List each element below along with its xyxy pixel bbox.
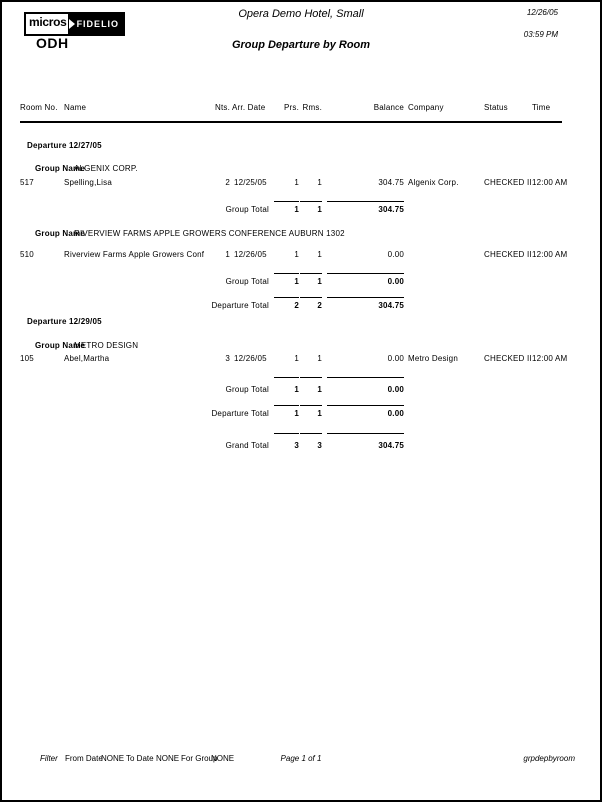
group-header xyxy=(2,229,600,241)
rule-balance xyxy=(327,297,404,298)
group-total-row xyxy=(2,277,600,289)
rule-rms xyxy=(300,377,322,378)
rule-balance xyxy=(327,273,404,274)
cell-nts: 1 xyxy=(225,250,230,259)
property-code: ODH xyxy=(36,35,69,51)
cell-prs: 1 xyxy=(294,178,299,187)
total-rms: 1 xyxy=(317,385,322,394)
header-balance: Balance xyxy=(373,103,404,112)
cell-room: 517 xyxy=(20,178,34,187)
total-prs: 1 xyxy=(294,409,299,418)
departure-total-label: Departure Total xyxy=(211,301,269,310)
header-company: Company xyxy=(408,103,444,112)
table-row xyxy=(2,354,600,366)
rule-balance xyxy=(327,405,404,406)
cell-time: 12:00 AM xyxy=(532,354,568,363)
rule-rms xyxy=(300,433,322,434)
group-name-label: Group Name xyxy=(35,229,86,238)
total-balance: 0.00 xyxy=(387,277,404,286)
rule-prs xyxy=(274,405,299,406)
cell-balance: 304.75 xyxy=(378,178,404,187)
grand-total-row xyxy=(2,441,600,453)
total-rms: 1 xyxy=(317,277,322,286)
group-name-value: ALGENIX CORP. xyxy=(74,164,138,173)
departure-label: Departure xyxy=(27,141,67,150)
total-rms: 1 xyxy=(317,409,322,418)
report-title: Group Departure by Room xyxy=(231,39,371,51)
group-name-value: RIVERVIEW FARMS APPLE GROWERS CONFERENCE AUBURN 1302 xyxy=(74,229,345,238)
header-room-no: Room No. xyxy=(20,103,58,112)
total-balance: 304.75 xyxy=(378,205,404,214)
cell-nts: 3 xyxy=(225,354,230,363)
total-prs: 3 xyxy=(294,441,299,450)
departure-header xyxy=(2,141,600,153)
cell-name: Spelling,Lisa xyxy=(64,178,112,187)
total-prs: 1 xyxy=(294,205,299,214)
grand-total-label: Grand Total xyxy=(225,441,269,450)
departure-total-row xyxy=(2,301,600,313)
rule-prs xyxy=(274,433,299,434)
total-rms: 3 xyxy=(317,441,322,450)
print-time: 03:59 PM xyxy=(523,30,558,39)
cell-status: CHECKED II xyxy=(484,354,532,363)
to-date-value: NONE xyxy=(156,754,180,763)
cell-balance: 0.00 xyxy=(387,250,404,259)
print-date: 12/26/05 xyxy=(526,8,558,17)
total-rms: 2 xyxy=(317,301,322,310)
departure-date: 12/27/05 xyxy=(69,141,102,150)
cell-time: 12:00 AM xyxy=(532,178,568,187)
departure-header xyxy=(2,317,600,329)
header-prs: Prs. xyxy=(283,103,299,112)
table-row xyxy=(2,250,600,262)
cell-company: Metro Design xyxy=(408,354,458,363)
rule-rms xyxy=(300,405,322,406)
cell-arr-date: 12/25/05 xyxy=(234,178,267,187)
from-date-value: NONE xyxy=(101,754,125,763)
cell-time: 12:00 AM xyxy=(532,250,568,259)
group-name-label: Group Name xyxy=(35,164,86,173)
hotel-name: Opera Demo Hotel, Small xyxy=(238,8,364,20)
cell-room: 510 xyxy=(20,250,34,259)
rule-rms xyxy=(300,201,322,202)
cell-name: Abel,Martha xyxy=(64,354,110,363)
cell-arr-date: 12/26/05 xyxy=(234,250,267,259)
logo-micros-text: micros xyxy=(26,14,68,34)
rule-rms xyxy=(300,297,322,298)
rule-prs xyxy=(274,273,299,274)
group-name-label: Group Name xyxy=(35,341,86,350)
logo-fidelio-text: FIDELIO xyxy=(76,19,120,29)
from-date-label: From Date xyxy=(65,754,103,763)
table-row xyxy=(2,178,600,190)
cell-nts: 2 xyxy=(225,178,230,187)
cell-status: CHECKED II xyxy=(484,250,532,259)
departure-total-label: Departure Total xyxy=(211,409,269,418)
header-divider xyxy=(20,121,562,123)
departure-total-row xyxy=(2,409,600,421)
for-group-label: For Group xyxy=(181,754,218,763)
departure-date: 12/29/05 xyxy=(69,317,102,326)
group-total-label: Group Total xyxy=(225,205,269,214)
header-status: Status xyxy=(484,103,508,112)
group-header xyxy=(2,341,600,353)
cell-room: 105 xyxy=(20,354,34,363)
rule-prs xyxy=(274,377,299,378)
table-header-row xyxy=(2,103,600,115)
cell-rms: 1 xyxy=(317,250,322,259)
total-balance: 0.00 xyxy=(387,385,404,394)
header-nts-arr-date: Nts. Arr. Date xyxy=(215,103,266,112)
chevron-right-icon xyxy=(69,19,75,29)
group-total-row xyxy=(2,385,600,397)
total-balance: 304.75 xyxy=(378,441,404,450)
cell-arr-date: 12/26/05 xyxy=(234,354,267,363)
header-time: Time xyxy=(532,103,551,112)
cell-prs: 1 xyxy=(294,354,299,363)
page-number: Page 1 of 1 xyxy=(280,754,322,763)
group-total-label: Group Total xyxy=(225,385,269,394)
group-header xyxy=(2,164,600,176)
rule-rms xyxy=(300,273,322,274)
to-date-label: To Date xyxy=(126,754,154,763)
departure-label: Departure xyxy=(27,317,67,326)
total-prs: 1 xyxy=(294,277,299,286)
rule-balance xyxy=(327,201,404,202)
cell-balance: 0.00 xyxy=(387,354,404,363)
group-total-label: Group Total xyxy=(225,277,269,286)
report-footer xyxy=(2,754,600,768)
header-rms: Rms. xyxy=(302,103,322,112)
cell-name: Riverview Farms Apple Growers Conf xyxy=(64,250,205,259)
filter-label: Filter xyxy=(40,754,58,763)
header-name: Name xyxy=(64,103,87,112)
cell-rms: 1 xyxy=(317,178,322,187)
for-group-value: NONE xyxy=(211,754,235,763)
total-rms: 1 xyxy=(317,205,322,214)
total-prs: 1 xyxy=(294,385,299,394)
total-prs: 2 xyxy=(294,301,299,310)
group-total-row xyxy=(2,205,600,217)
rule-balance xyxy=(327,433,404,434)
cell-company: Algenix Corp. xyxy=(408,178,459,187)
group-name-value: METRO DESIGN xyxy=(74,341,139,350)
cell-prs: 1 xyxy=(294,250,299,259)
cell-rms: 1 xyxy=(317,354,322,363)
rule-prs xyxy=(274,201,299,202)
rule-balance xyxy=(327,377,404,378)
rule-prs xyxy=(274,297,299,298)
total-balance: 304.75 xyxy=(378,301,404,310)
total-balance: 0.00 xyxy=(387,409,404,418)
report-id: grpdepbyroom xyxy=(523,754,575,763)
cell-status: CHECKED II xyxy=(484,178,532,187)
